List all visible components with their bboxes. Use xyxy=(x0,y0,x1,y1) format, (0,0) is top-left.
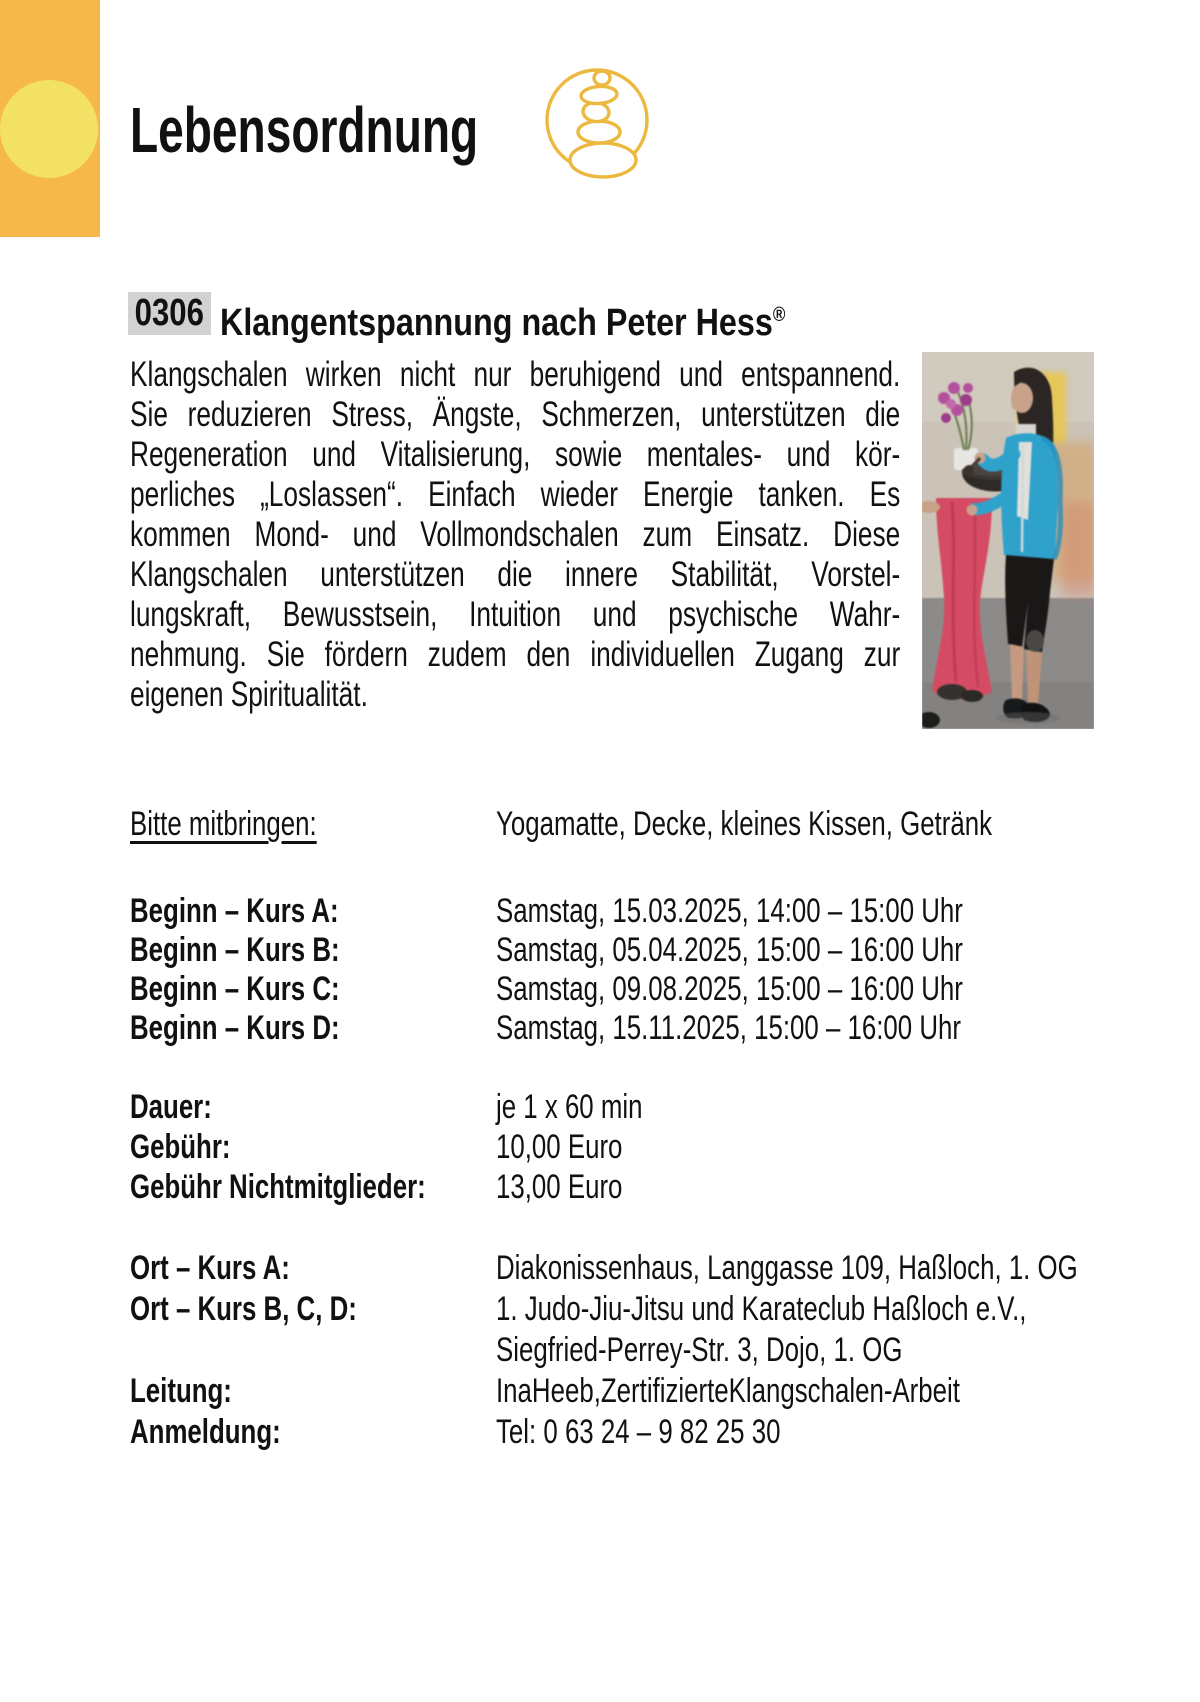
detail-value: je 1 x 60 min xyxy=(496,1088,643,1126)
detail-value: 10,00 Euro xyxy=(496,1128,623,1166)
detail-value: InaHeeb,ZertifizierteKlangschalen-Arbeit xyxy=(496,1372,960,1410)
detail-label: Ort – Kurs A: xyxy=(130,1249,290,1287)
corner-decoration xyxy=(0,0,102,238)
detail-label: Ort – Kurs B, C, D: xyxy=(130,1290,357,1328)
course-code-badge xyxy=(128,292,211,335)
description-line: lungskraft, Bewusstsein, Intuition und psychische Wahr- xyxy=(130,595,901,634)
description-line: Klangschalen unterstützen die innere Stabilität, Vorstel- xyxy=(130,555,901,594)
detail-label: Gebühr Nichtmitglieder: xyxy=(130,1168,426,1206)
detail-value: 1. Judo-Jiu-Jitsu und Karateclub Haßloch e.V., xyxy=(496,1290,1027,1328)
detail-value: 13,00 Euro xyxy=(496,1168,623,1206)
detail-row-beginn-kurs-a xyxy=(0,894,1200,934)
detail-label: Gebühr: xyxy=(130,1128,231,1166)
detail-value: Yogamatte, Decke, kleines Kissen, Getränk xyxy=(496,805,993,843)
description-line: Regeneration und Vitalisierung, sowie mentales- und kör- xyxy=(130,435,901,474)
detail-row-gebuehr-nichtmitglieder xyxy=(0,1170,1200,1210)
detail-row-beginn-kurs-d xyxy=(0,1011,1200,1051)
detail-label: Beginn – Kurs B: xyxy=(130,931,340,969)
detail-label: Beginn – Kurs C: xyxy=(130,970,340,1008)
detail-row-ort-kurs-bcd xyxy=(0,1292,1200,1332)
description-line: Klangschalen wirken nicht nur beruhigend und entspannend. xyxy=(130,355,901,394)
description-line: Sie reduzieren Stress, Ängste, Schmerzen, unterstützen die xyxy=(130,395,901,434)
detail-label: Bitte mitbringen: xyxy=(130,805,317,843)
detail-value: Diakonissenhaus, Langgasse 109, Haßloch, 1. OG xyxy=(496,1249,1078,1287)
stone-2 xyxy=(580,85,617,104)
detail-value: Samstag, 15.11.2025, 15:00 – 16:00 Uhr xyxy=(496,1009,961,1047)
detail-row-gebuehr xyxy=(0,1130,1200,1170)
stacked-stones-icon xyxy=(540,62,660,182)
detail-row-beginn-kurs-c xyxy=(0,972,1200,1012)
corner-sun-circle xyxy=(0,80,98,178)
detail-row-ort-kurs-bcd-line2 xyxy=(0,1333,1200,1373)
detail-value: Tel: 0 63 24 – 9 82 25 30 xyxy=(496,1413,781,1451)
course-code: 0306 xyxy=(134,292,205,334)
detail-value: Samstag, 09.08.2025, 15:00 – 16:00 Uhr xyxy=(496,970,963,1008)
course-title xyxy=(220,294,885,344)
detail-row-beginn-kurs-b xyxy=(0,933,1200,973)
detail-label: Leitung: xyxy=(130,1372,232,1410)
course-photo xyxy=(922,352,1094,729)
detail-label: Beginn – Kurs A: xyxy=(130,892,339,930)
detail-row-dauer xyxy=(0,1090,1200,1130)
description-line: eigenen Spiritualität. xyxy=(130,675,368,714)
detail-row-ort-kurs-a xyxy=(0,1251,1200,1291)
description-line: perliches „Loslassen“. Einfach wieder Energie tanken. Es xyxy=(130,475,901,514)
detail-value: Siegfried-Perrey-Str. 3, Dojo, 1. OG xyxy=(496,1331,903,1369)
stone-base xyxy=(570,143,636,177)
stone-top xyxy=(594,71,610,85)
course-description xyxy=(130,355,900,715)
description-line: kommen Mond- und Vollmondschalen zum Einsatz. Diese xyxy=(130,515,901,554)
registered-trademark: ® xyxy=(772,304,786,326)
description-line: nehmung. Sie fördern zudem den individuellen Zugang zur xyxy=(130,635,901,674)
course-title-text: Klangentspannung nach Peter Hess xyxy=(220,302,773,344)
detail-row-bitte-mitbringen xyxy=(0,807,1200,847)
detail-value: Samstag, 15.03.2025, 14:00 – 15:00 Uhr xyxy=(496,892,963,930)
detail-row-anmeldung xyxy=(0,1415,1200,1455)
detail-label: Anmeldung: xyxy=(130,1413,281,1451)
stone-4 xyxy=(578,121,620,143)
detail-row-leitung xyxy=(0,1374,1200,1414)
page-heading-text: Lebensordnung xyxy=(130,94,479,166)
detail-label: Dauer: xyxy=(130,1088,212,1126)
detail-label: Beginn – Kurs D: xyxy=(130,1009,340,1047)
detail-value: Samstag, 05.04.2025, 15:00 – 16:00 Uhr xyxy=(496,931,963,969)
